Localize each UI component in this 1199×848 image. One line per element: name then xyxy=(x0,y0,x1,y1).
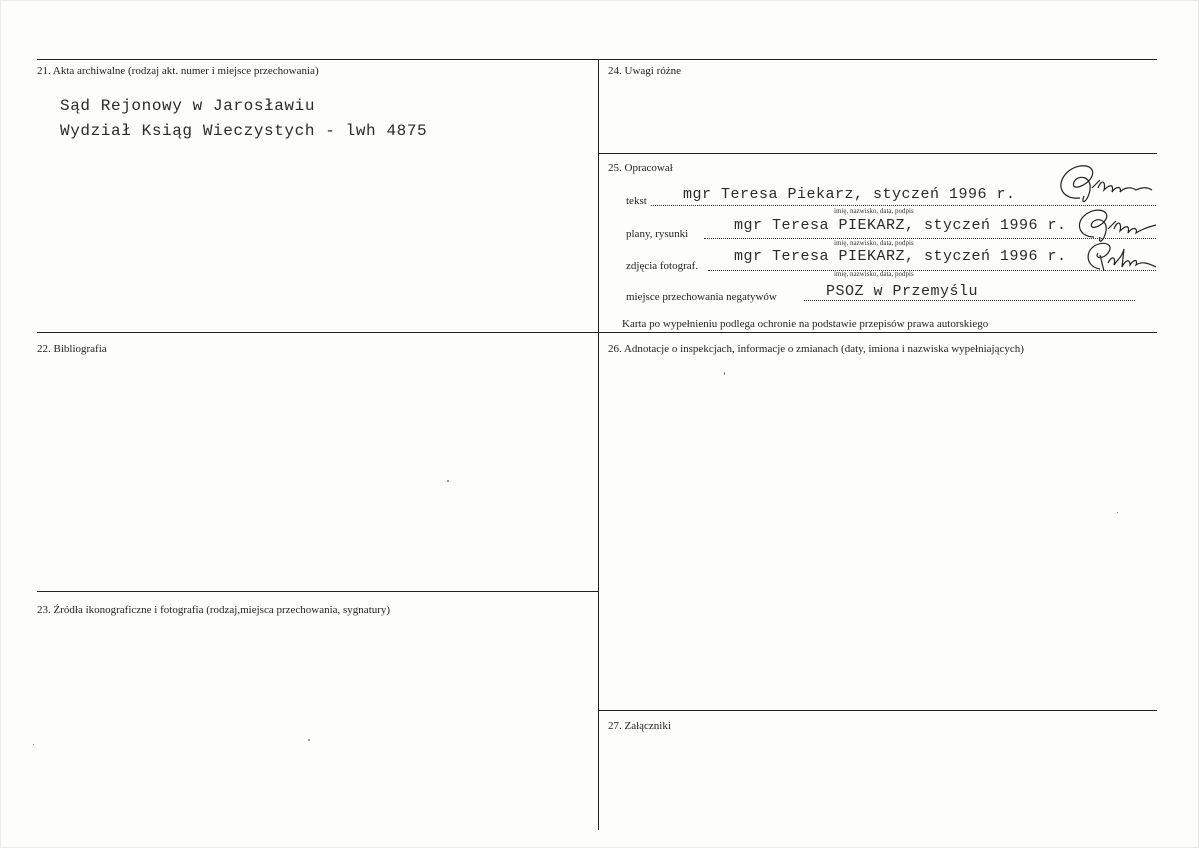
section-25-title: 25. Opracował xyxy=(608,162,673,174)
author-photos-label: zdjęcia fotograf. xyxy=(626,260,699,272)
negatives-label: miejsce przechowania negatywów xyxy=(626,291,777,303)
signature-photos xyxy=(1078,241,1160,275)
section-22-title: 22. Bibliografia xyxy=(37,343,107,355)
center-divider xyxy=(598,59,599,830)
author-text-label: tekst xyxy=(626,195,647,207)
author-photos-value: mgr Teresa PIEKARZ, styczeń 1996 r. xyxy=(734,248,1067,265)
rule-24-25 xyxy=(598,153,1157,154)
author-photos-caption: imię, nazwisko, data, podpis xyxy=(834,270,914,278)
rule-21-22 xyxy=(37,332,598,333)
author-plans-value: mgr Teresa PIEKARZ, styczeń 1996 r. xyxy=(734,217,1067,234)
signature-text xyxy=(1040,162,1158,208)
author-text-caption: imię, nazwisko, data, podpis xyxy=(834,207,914,215)
rule-22-23 xyxy=(37,591,598,592)
archive-line-department: Wydział Ksiąg Wieczystych - lwh 4875 xyxy=(60,122,428,140)
rule-25-26 xyxy=(598,332,1157,333)
scan-speck xyxy=(724,372,725,375)
top-rule xyxy=(37,59,1157,60)
section-23-title: 23. Źródła ikonograficzne i fotografia (rodzaj,miejsca przechowania, sygnatury) xyxy=(37,604,391,616)
author-text-value: mgr Teresa Piekarz, styczeń 1996 r. xyxy=(683,186,1016,203)
rule-26-27 xyxy=(598,710,1157,711)
negatives-value: PSOZ w Przemyślu xyxy=(826,283,979,300)
author-plans-label: plany, rysunki xyxy=(626,228,689,240)
archive-line-court: Sąd Rejonowy w Jarosławiu xyxy=(60,97,316,115)
scan-speck xyxy=(1117,512,1118,513)
section-21-title: 21. Akta archiwalne (rodzaj akt. numer i miejsce przechowania) xyxy=(37,65,319,77)
section-27-title: 27. Załączniki xyxy=(608,720,671,732)
scan-speck xyxy=(447,480,449,482)
copyright-note: Karta po wypełnieniu podlega ochronie na podstawie przepisów prawa autorskiego xyxy=(622,318,989,330)
author-plans-caption: imię, nazwisko, data, podpis xyxy=(834,239,914,247)
section-26-title: 26. Adnotacje o inspekcjach, informacje o zmianach (daty, imiona i nazwiska wypełniających) xyxy=(608,343,1024,355)
scan-speck xyxy=(308,739,310,741)
section-24-title: 24. Uwagi różne xyxy=(608,65,682,77)
negatives-dotted-line xyxy=(804,300,1135,301)
scan-speck xyxy=(33,744,34,745)
